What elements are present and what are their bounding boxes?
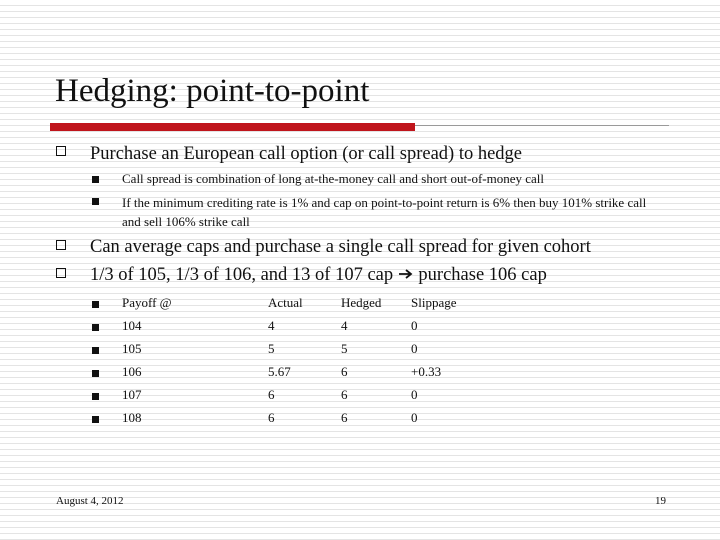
table-cell: 4 (341, 318, 348, 333)
table-cell: 6 (268, 410, 275, 425)
table-cell: 104 (122, 318, 142, 333)
table-cell: 0 (411, 341, 418, 356)
bullet-item (90, 265, 547, 286)
table-cell: 0 (411, 410, 418, 425)
table-cell: 5 (341, 341, 348, 356)
table-cell: 4 (268, 318, 275, 333)
square-bullet-icon (92, 393, 99, 400)
square-bullet-icon (92, 416, 99, 423)
table-cell: 0 (411, 318, 418, 333)
table-cell: 6 (341, 410, 348, 425)
table-header-payoff: Payoff @ (122, 295, 172, 310)
slide-title: Hedging: point-to-point (55, 73, 370, 109)
hollow-square-bullet-icon (56, 240, 66, 250)
bullet-item: Can average caps and purchase a single call spread for given cohort (90, 237, 591, 257)
table-cell: 6 (268, 387, 275, 402)
square-bullet-icon (92, 176, 99, 183)
right-arrow-icon (398, 265, 414, 286)
table-cell: 0 (411, 387, 418, 402)
table-header-actual: Actual (268, 295, 303, 310)
bullet-text: 1/3 of 105, 1/3 of 106, and 13 of 107 cap (90, 265, 394, 285)
hollow-square-bullet-icon (56, 268, 66, 278)
bullet-item: Purchase an European call option (or call spread) to hedge (90, 144, 523, 164)
table-cell: 105 (122, 341, 142, 356)
sub-bullet-item: If the minimum crediting rate is 1% and cap on point-to-point return is 6% then buy 101% strike call and sell 106% strike call (122, 195, 647, 229)
table-cell: 106 (122, 364, 142, 379)
sub-bullet-item: Call spread is combination of long at-the-money call and short out-of-money call (122, 171, 545, 186)
table-cell: 5.67 (268, 364, 291, 379)
footer-date: August 4, 2012 (56, 495, 124, 507)
table-header-slippage: Slippage (411, 295, 457, 310)
title-accent-bar (50, 123, 415, 131)
table-cell: +0.33 (411, 364, 442, 379)
square-bullet-icon (92, 347, 99, 354)
square-bullet-icon (92, 370, 99, 377)
table-cell: 5 (268, 341, 275, 356)
page-number: 19 (655, 495, 666, 507)
square-bullet-icon (92, 301, 99, 308)
square-bullet-icon (92, 198, 99, 205)
table-cell: 108 (122, 410, 142, 425)
table-cell: 6 (341, 387, 348, 402)
bullet-text: purchase 106 cap (418, 265, 547, 285)
hollow-square-bullet-icon (56, 146, 66, 156)
table-cell: 107 (122, 387, 142, 402)
table-header-hedged: Hedged (341, 295, 382, 310)
table-cell: 6 (341, 364, 348, 379)
square-bullet-icon (92, 324, 99, 331)
